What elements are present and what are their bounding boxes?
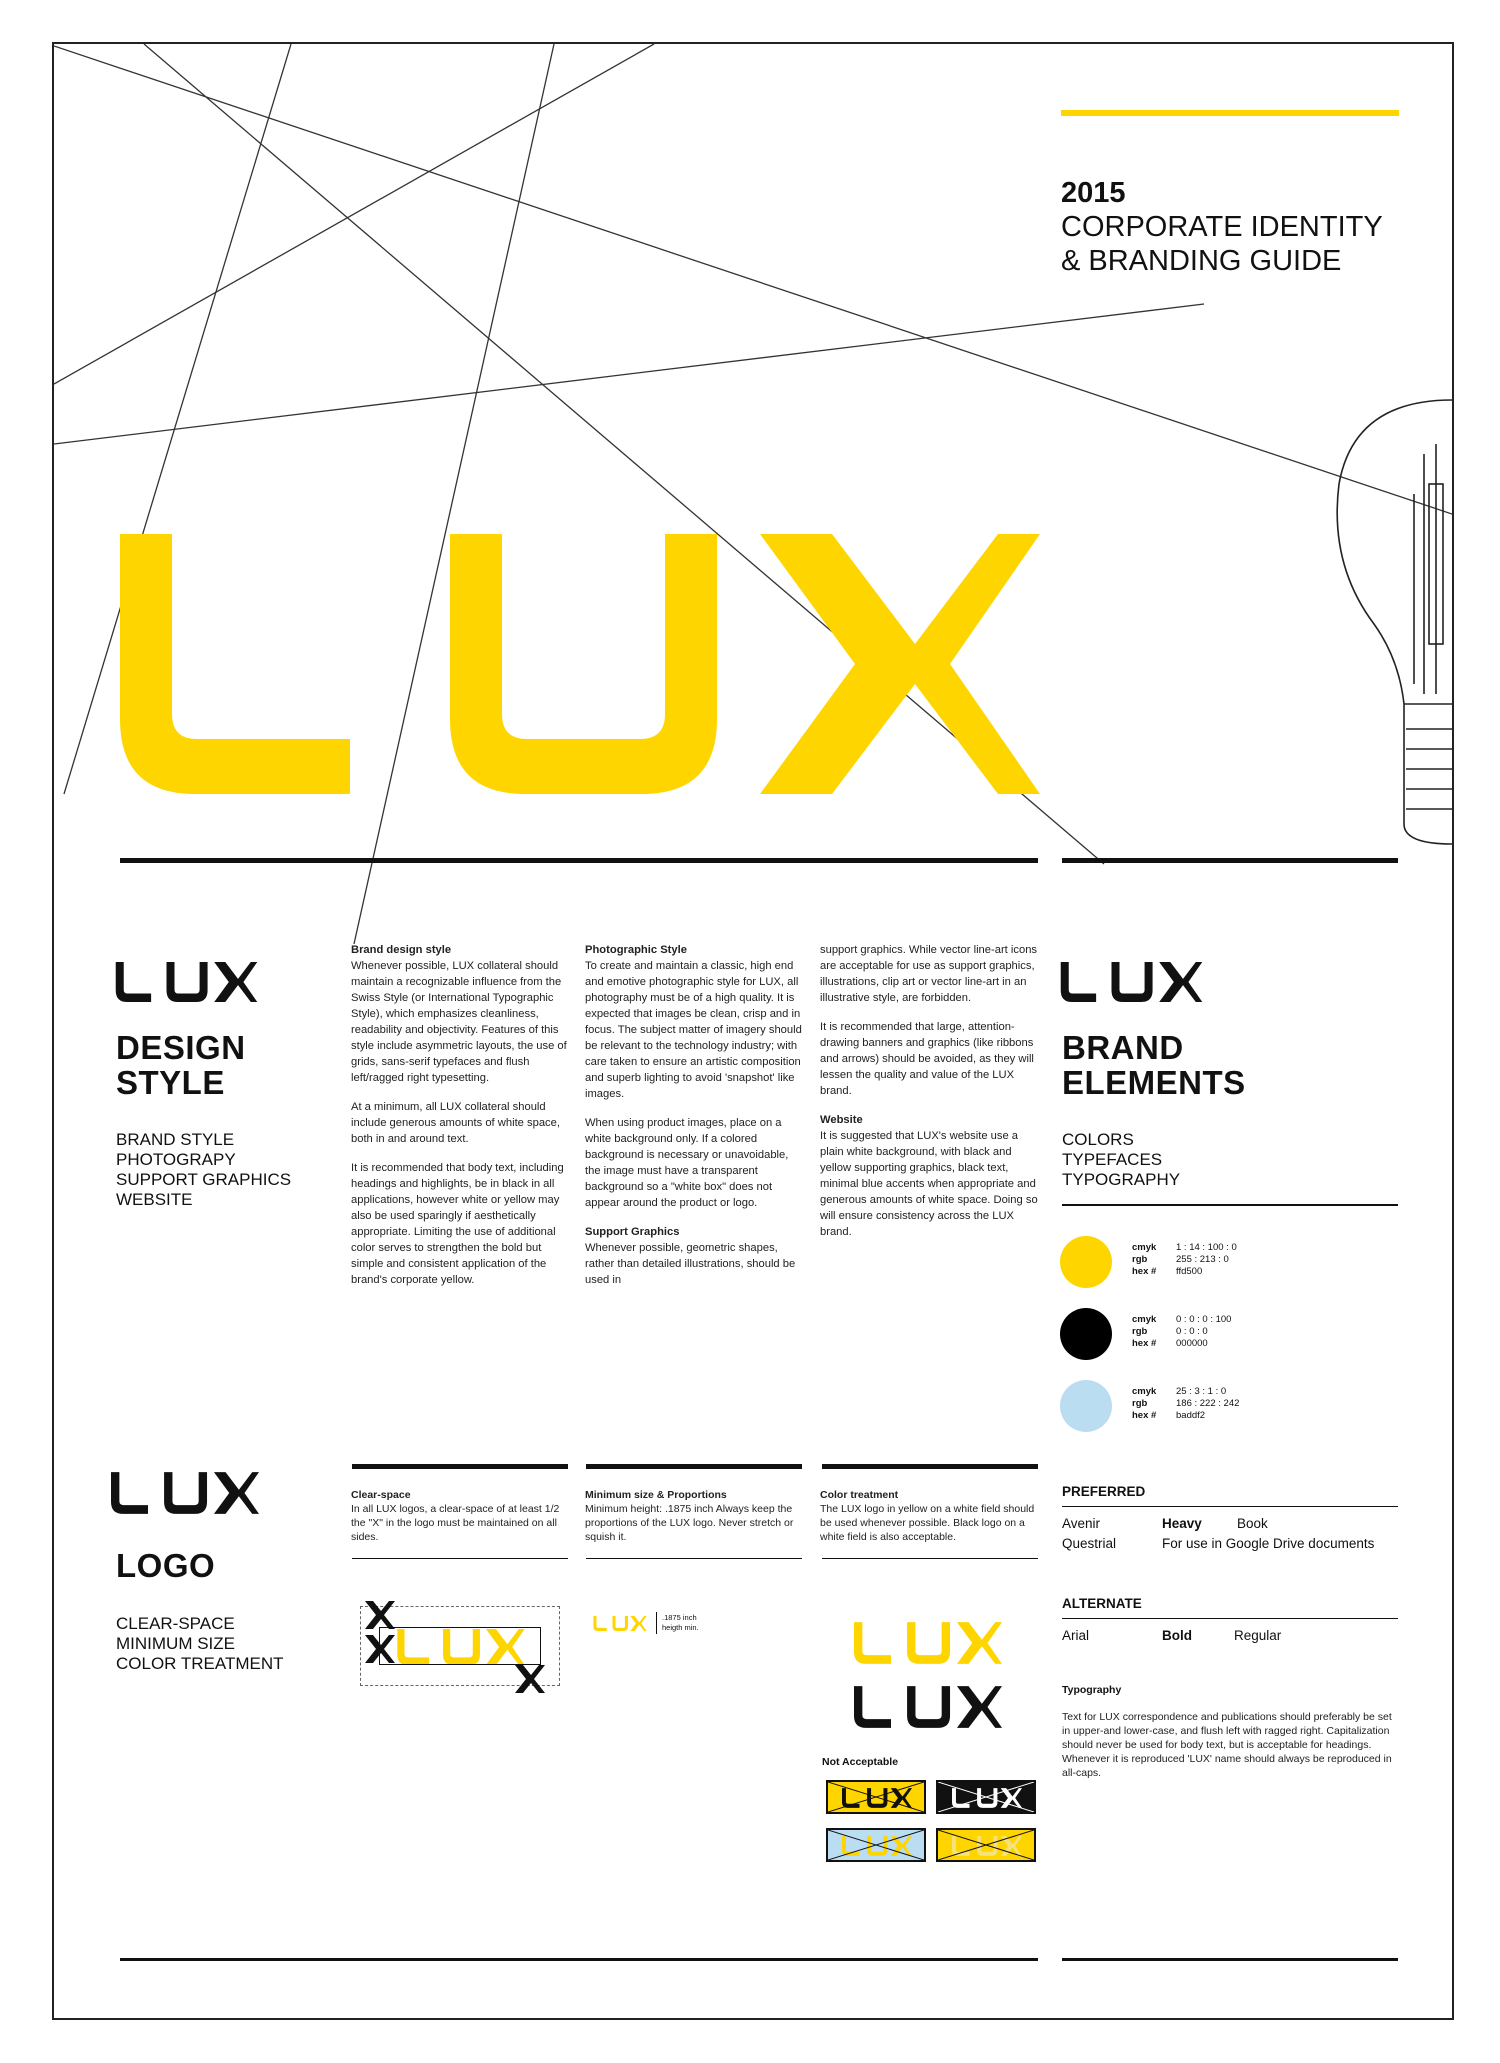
hex-label: hex #: [1132, 1410, 1157, 1421]
bad-yellow-on-yellow: [826, 1780, 926, 1814]
design-style-title-line1: DESIGN: [116, 1029, 246, 1066]
header-title-line1: CORPORATE IDENTITY: [1061, 211, 1383, 243]
design-style-title: [116, 1030, 246, 1100]
typography-text: Text for LUX correspondence and publications should preferably be set in upper-and lower-case, and flush left with ragged right. Capitalization should never be used for body text, but is acceptable for headings. Whenever it is reproduced 'LUX' name should always be reproduced in all-caps.: [1062, 1711, 1392, 1779]
swatch-black-values: [1132, 1314, 1231, 1350]
font-note: For use in Google Drive documents: [1162, 1536, 1375, 1551]
color-treatment-yellow-logo: [854, 1622, 1002, 1664]
hex-value: baddf2: [1176, 1410, 1206, 1421]
rgb-value: 0 : 0 : 0: [1176, 1326, 1208, 1337]
brand-elements-title: [1062, 1030, 1246, 1100]
design-style-item: BRAND STYLE: [116, 1130, 235, 1149]
min-size-logo: [592, 1616, 648, 1631]
logo-section-item: MINIMUM SIZE: [116, 1634, 235, 1653]
lightbulb-icon: [1337, 400, 1452, 844]
bad-blue-field: [826, 1828, 926, 1862]
website-p: It is suggested that LUX's website use a plain white background, with black and yellow supporting graphics, black text, minimal blue accents when appropriate and generous amounts of white space. Doing so will ensure consistency across the LUX brand.: [820, 1130, 1038, 1238]
divider-col2: [586, 1464, 802, 1469]
logo-section-item: COLOR TREATMENT: [116, 1654, 284, 1673]
design-style-item: PHOTOGRAPY: [116, 1150, 236, 1169]
brand-elements-item: TYPOGRAPHY: [1062, 1170, 1181, 1189]
clear-space-x-markers: [365, 1601, 557, 1693]
clear-space-heading: Clear-space: [351, 1489, 411, 1501]
rgb-label: rgb: [1132, 1254, 1148, 1265]
color-treatment-black-logo: [854, 1686, 1002, 1728]
font-weight-bold: Bold: [1162, 1628, 1192, 1643]
hero-lux-wordmark: [120, 534, 1040, 794]
preferred-label: PREFERRED: [1062, 1484, 1146, 1499]
swatch-blue-values: [1132, 1386, 1239, 1422]
font-name: Arial: [1062, 1628, 1090, 1643]
brand-design-p1: Whenever possible, LUX collateral should maintain a recognizable influence from the Swiss Style (or International Typographic Style), which emphasizes cleanliness, readability and objectivity. Features of this style include asymmetric layouts, the use of grids, sans-serif typefaces and flush left/ragged right typesetting.: [351, 960, 567, 1084]
brand-elements-list: [1062, 1130, 1180, 1190]
brand-elements-logo: [1059, 962, 1204, 1002]
font-name: Avenir: [1062, 1516, 1101, 1531]
support-graphics-cont: support graphics. While vector line-art icons are acceptable for use as support graphics, illustrations, clip art or vector line-art in an illustrative style, are forbidden.: [820, 944, 1038, 1004]
min-size-note: [662, 1613, 699, 1633]
brand-elements-divider: [1062, 1204, 1398, 1206]
photographic-p1: To create and maintain a classic, high end and emotive photographic style for LUX, all photography must be of a high quality. It is expected that images be clean, crisp and in focus. The subject matter of imagery should be relevant to the technology industry; with care taken to ensure an artistic composition and superb lighting to avoid 'snapshot' like images.: [585, 960, 802, 1100]
logo-section-item: CLEAR-SPACE: [116, 1614, 235, 1633]
header-title-line2: & BRANDING GUIDE: [1061, 245, 1342, 277]
min-size-text-block: [585, 1488, 803, 1544]
logo-section-logo: [111, 1472, 259, 1514]
brand-design-p2: At a minimum, all LUX collateral should include generous amounts of white space, both in and around text.: [351, 1101, 560, 1145]
swatch-blue: [1060, 1380, 1112, 1432]
header-accent-bar: [1061, 110, 1399, 116]
min-size-note-line2: heigth min.: [662, 1623, 699, 1632]
min-size-marker: [656, 1612, 657, 1634]
logo-section-title: LOGO: [116, 1547, 216, 1584]
design-style-logo: [114, 962, 259, 1002]
swatch-yellow: [1060, 1236, 1112, 1288]
poster-frame: [52, 42, 1454, 2020]
bottom-divider-main: [120, 1958, 1038, 1961]
bad-yellow-field: [936, 1828, 1036, 1862]
brand-design-heading: Brand design style: [351, 944, 452, 956]
alternate-divider: [1062, 1618, 1398, 1619]
brand-elements-title-line2: ELEMENTS: [1062, 1064, 1246, 1101]
photographic-column: [585, 942, 803, 1301]
brand-elements-item: COLORS: [1062, 1130, 1134, 1149]
logo-section-list: [116, 1614, 284, 1674]
not-acceptable-label: Not Acceptable: [822, 1756, 899, 1768]
min-size-text: Minimum height: .1875 inch Always keep the proportions of the LUX logo. Never stretch or squish it.: [585, 1503, 794, 1543]
min-size-divider: [586, 1558, 802, 1559]
website-column: [820, 942, 1038, 1253]
clear-space-text: In all LUX logos, a clear-space of at least 1/2 the "X" in the logo must be maintained on all sides.: [351, 1503, 560, 1543]
photographic-heading: Photographic Style: [585, 944, 687, 956]
design-style-item: WEBSITE: [116, 1190, 193, 1209]
font-weight-regular: Regular: [1234, 1628, 1282, 1643]
hex-value: 000000: [1176, 1338, 1208, 1349]
rgb-label: rgb: [1132, 1326, 1148, 1337]
hex-value: ffd500: [1176, 1266, 1203, 1277]
min-size-note-line1: .1875 inch: [662, 1613, 697, 1622]
alternate-label: ALTERNATE: [1062, 1596, 1142, 1611]
design-style-title-line2: STYLE: [116, 1064, 225, 1101]
cmyk-label: cmyk: [1132, 1242, 1157, 1253]
min-size-heading: Minimum size & Proportions: [585, 1489, 727, 1501]
color-treatment-divider: [822, 1558, 1038, 1559]
font-weight-heavy: Heavy: [1162, 1516, 1202, 1531]
cmyk-value: 25 : 3 : 1 : 0: [1176, 1386, 1227, 1397]
bottom-divider-side: [1062, 1958, 1398, 1961]
swatch-yellow-values: [1132, 1242, 1237, 1278]
header-year: 2015: [1061, 177, 1126, 209]
preferred-divider: [1062, 1506, 1398, 1507]
hex-label: hex #: [1132, 1338, 1157, 1349]
hex-label: hex #: [1132, 1266, 1157, 1277]
rgb-label: rgb: [1132, 1398, 1148, 1409]
swatch-black: [1060, 1308, 1112, 1360]
alternate-row-arial: [1062, 1628, 1281, 1643]
brand-elements-item: TYPEFACES: [1062, 1150, 1163, 1169]
preferred-row-avenir: [1062, 1516, 1268, 1531]
font-weight-book: Book: [1237, 1516, 1268, 1531]
brand-design-column: [351, 942, 569, 1301]
brand-elements-title-line1: BRAND: [1062, 1029, 1184, 1066]
cmyk-label: cmyk: [1132, 1386, 1157, 1397]
font-name: Questrial: [1062, 1536, 1117, 1551]
clear-space-diagram: [360, 1606, 560, 1686]
website-heading: Website: [820, 1114, 863, 1126]
photographic-p2: When using product images, place on a white background only. If a colored background is necessary or unavoidable, the image must have a transparent background so a "white box" does not appear around the product or logo.: [585, 1117, 789, 1209]
clear-space-text-block: [351, 1488, 569, 1544]
header-title: [1061, 210, 1383, 278]
cmyk-value: 0 : 0 : 0 : 100: [1176, 1314, 1232, 1325]
rgb-value: 186 : 222 : 242: [1176, 1398, 1240, 1409]
design-style-item: SUPPORT GRAPHICS: [116, 1170, 292, 1189]
divider-col1: [352, 1464, 568, 1469]
preferred-row-questrial: [1062, 1536, 1374, 1551]
design-style-list: [116, 1130, 291, 1210]
divider-side: [1062, 858, 1398, 863]
support-graphics-heading: Support Graphics: [585, 1226, 680, 1238]
rgb-value: 255 : 213 : 0: [1176, 1254, 1229, 1265]
typography-heading: Typography: [1062, 1684, 1122, 1696]
bad-black-field: [936, 1780, 1036, 1814]
divider-col3: [822, 1464, 1038, 1469]
brand-design-p3: It is recommended that body text, including headings and highlights, be in black in all applications, however white or yellow may also be used sparingly if aesthetically appropriate. Limiting the use of additional color serves to strengthen the bold but simple and consistent application of the brand's corporate yellow.: [351, 1162, 564, 1286]
cmyk-label: cmyk: [1132, 1314, 1157, 1325]
support-graphics-p: Whenever possible, geometric shapes, rather than detailed illustrations, should be used in: [585, 1242, 796, 1286]
cmyk-value: 1 : 14 : 100 : 0: [1176, 1242, 1237, 1253]
color-treatment-heading: Color treatment: [820, 1489, 899, 1501]
divider-main: [120, 858, 1038, 863]
banners-p: It is recommended that large, attention-drawing banners and graphics (like ribbons and arrows) should be avoided, as they will lessen the quality and value of the LUX brand.: [820, 1021, 1034, 1097]
color-treatment-text: The LUX logo in yellow on a white field should be used whenever possible. Black logo on a white field is also acceptable.: [820, 1503, 1035, 1543]
clear-space-divider: [352, 1558, 568, 1559]
color-treatment-text-block: [820, 1488, 1038, 1544]
